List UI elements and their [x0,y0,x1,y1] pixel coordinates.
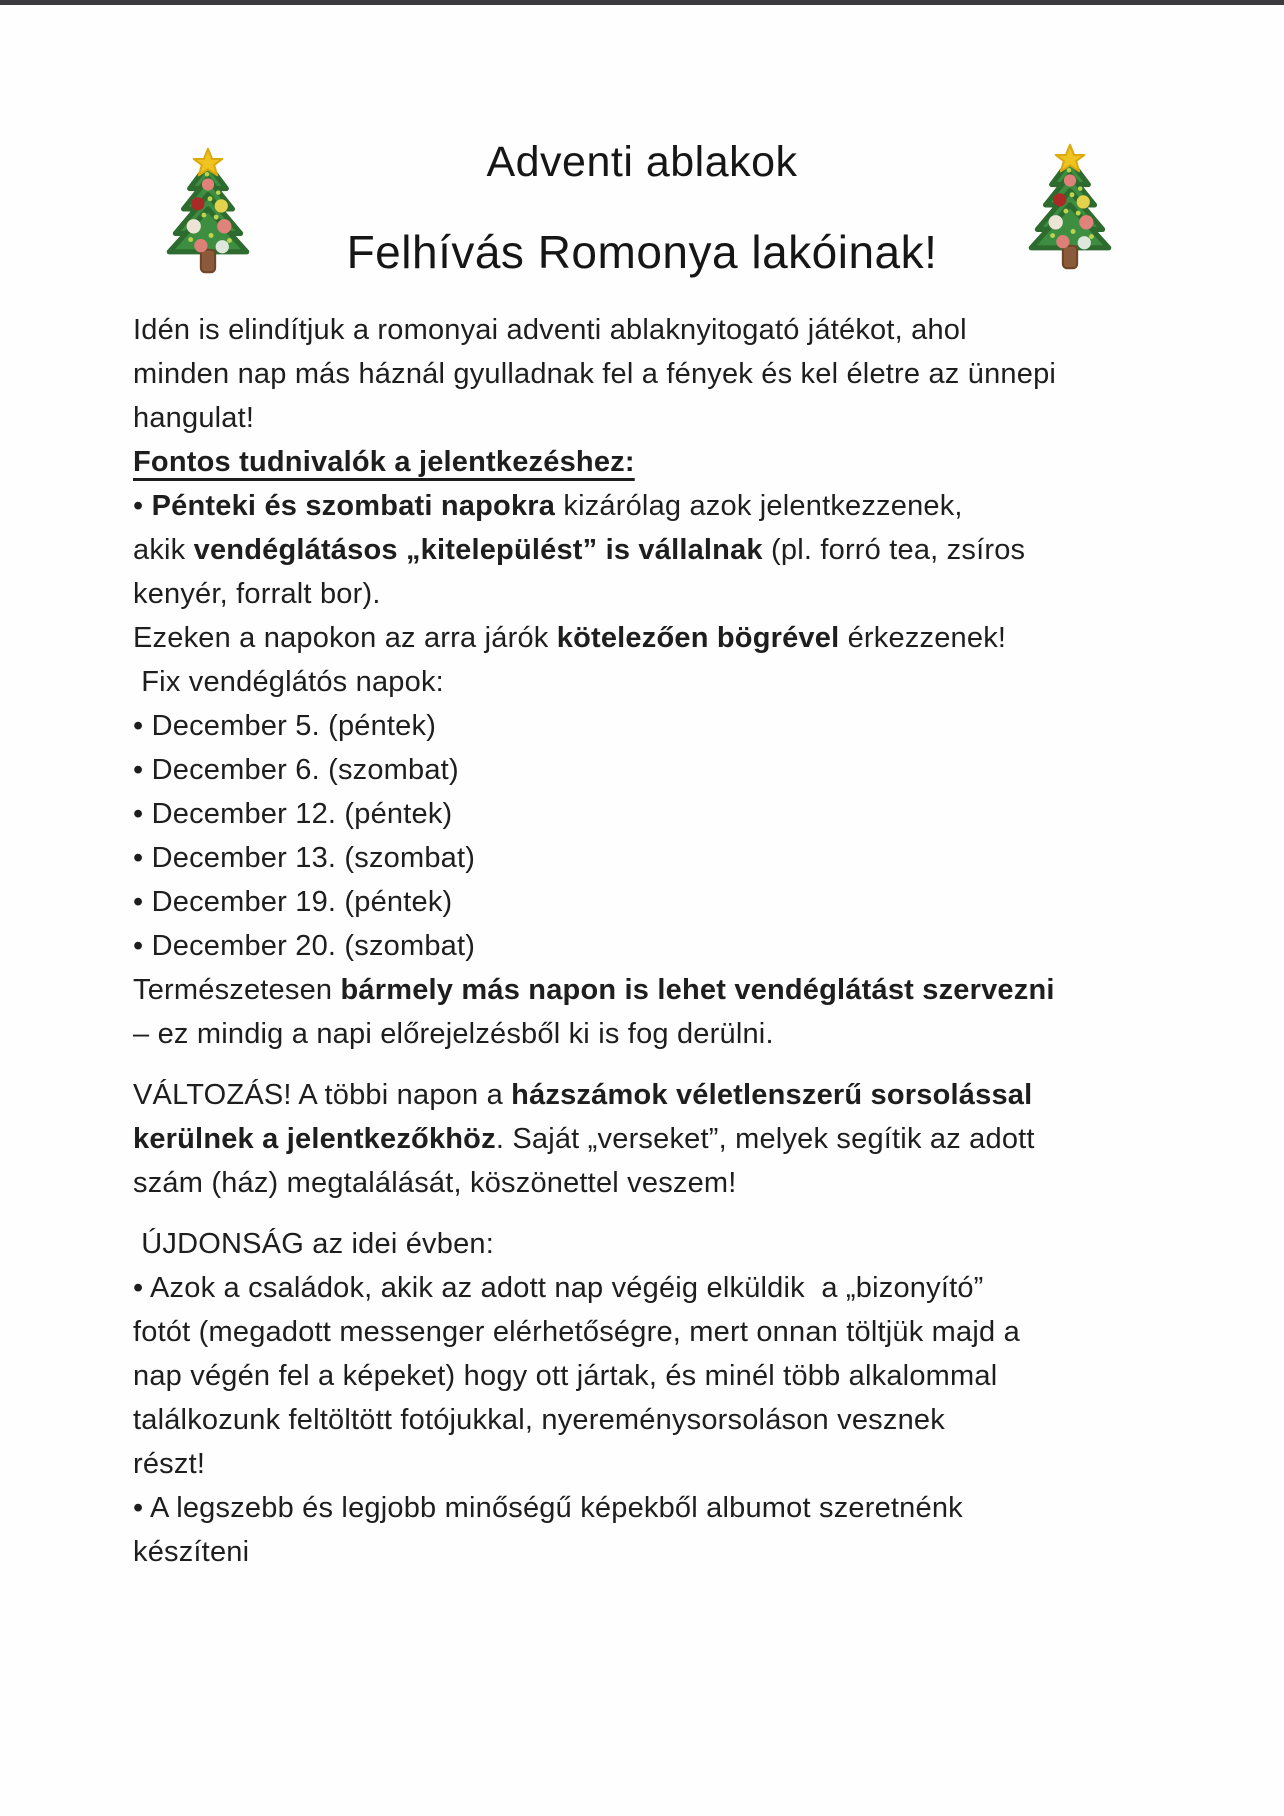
text-segment: részt! [133,1448,206,1480]
text-segment: kenyér, forralt bor). [133,578,381,610]
text-line [133,308,1193,352]
text-segment: Fix vendéglátós napok: [133,666,444,698]
page-title: Adventi ablakok [486,138,798,186]
text-segment: • [133,490,152,522]
text-segment: kizárólag azok jelentkezzenek, [555,490,963,522]
text-line [133,1161,1193,1205]
text-segment: ÚJDONSÁG az idei évben: [133,1228,494,1260]
text-segment: • December 13. (szombat) [133,842,476,874]
text-segment: találkozunk feltöltött fotójukkal, nyereménysorsoláson vesznek [133,1404,945,1436]
scan-edge-top [0,0,1284,5]
body-text [133,308,1193,1574]
text-segment: házszámok véletlenszerű sorsolással [511,1079,1033,1111]
text-segment: készíteni [133,1536,250,1568]
text-line [133,1266,1193,1310]
text-segment: fotót (megadott messenger elérhetőségre, mert onnan töltjük majd a [133,1316,1020,1348]
text-segment: Ezeken a napokon az arra járók [133,622,557,654]
text-line [133,1354,1193,1398]
text-segment: (pl. forró tea, zsíros [762,534,1026,566]
text-line [133,1012,1193,1056]
text-line [133,616,1193,660]
text-line [133,968,1193,1012]
text-line [133,792,1193,836]
text-segment: bármely más napon is lehet vendéglátást szervezni [340,974,1055,1006]
text-segment: Pénteki és szombati napokra [151,490,556,522]
text-segment: • December 19. (péntek) [133,886,453,918]
text-line [133,1117,1193,1161]
text-line [133,1530,1193,1574]
text-segment: . Saját „verseket”, melyek segítik az adott [495,1123,1035,1155]
text-segment: • A legszebb és legjobb minőségű képekből albumot szeretnénk [133,1492,963,1524]
text-segment: Természetesen [133,974,341,1006]
text-segment: • December 6. (szombat) [133,754,459,786]
text-segment: szám (ház) megtalálását, köszönettel veszem! [133,1167,737,1199]
text-line [133,528,1193,572]
text-segment: akik [133,534,194,566]
text-line [133,836,1193,880]
text-segment: nap végén fel a képeket) hogy ott jártak, és minél több alkalommal [133,1360,998,1392]
text-segment: kötelezően bögrével [556,622,840,654]
text-segment: • December 5. (péntek) [133,710,437,742]
text-line [133,396,1193,440]
text-line [133,1486,1193,1530]
text-line [133,704,1193,748]
text-line [133,880,1193,924]
text-segment: • December 12. (péntek) [133,798,453,830]
text-line [133,1222,1193,1266]
text-segment: • December 20. (szombat) [133,930,476,962]
page-subtitle: Felhívás Romonya lakóinak! [346,226,938,278]
text-segment: minden nap más háznál gyulladnak fel a fények és kel életre az ünnepi [133,358,1057,390]
text-line [133,1073,1193,1117]
text-line [133,1310,1193,1354]
text-segment: • Azok a családok, akik az adott nap végéig elküldik a „bizonyító” [133,1272,984,1304]
text-line [133,1398,1193,1442]
text-line [133,572,1193,616]
text-line [133,484,1193,528]
text-segment: VÁLTOZÁS! A többi napon a [133,1079,512,1111]
text-segment: Fontos tudnivalók a jelentkezéshez: [133,446,635,478]
text-line [133,924,1193,968]
text-segment: érkezzenek! [839,622,1007,654]
text-line [133,748,1193,792]
text-segment: – ez mindig a napi előrejelzésből ki is fog derülni. [133,1018,774,1050]
text-segment: hangulat! [133,402,255,434]
text-line [133,440,1193,484]
text-segment: Idén is elindítjuk a romonyai adventi ablaknyitogató játékot, ahol [133,314,967,346]
text-line [133,352,1193,396]
text-segment: kerülnek a jelentkezőkhöz [133,1123,496,1155]
text-line [133,1442,1193,1486]
text-line [133,660,1193,704]
text-segment: vendéglátásos „kitelepülést” is vállalnak [193,534,763,566]
